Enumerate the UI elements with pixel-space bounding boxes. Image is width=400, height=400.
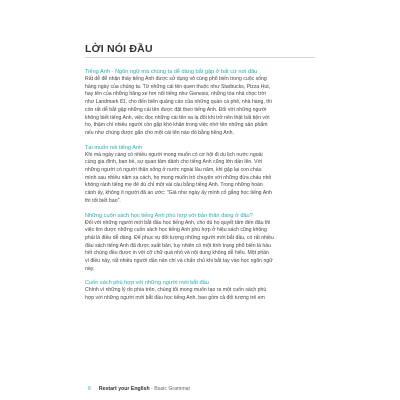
paragraph-line: vì điều này, rất nhiều người dần nản chí và chấn chủ khi bắt tay vào học ngôn ngữ: [85, 258, 273, 265]
paragraph-line: Khi mà ngày càng có nhiều người mong muốn có cơ hội đi du lịch nước ngoài: [85, 151, 263, 158]
paragraph-line: không biết tiếng Anh, việc đọc những cái tên xa lạ đôi khi trở nên thật bất tiện với: [85, 114, 270, 121]
section-heading: Cuốn sách phù hợp với những người mới bắt đầu: [85, 280, 209, 287]
book-subtitle: - Basic Grammar: [149, 386, 191, 392]
section-heading: Tại muốn nói tiếng Anh: [85, 144, 143, 151]
paragraph-line: này.: [85, 265, 95, 272]
paragraph-line: họ, thậm chí nhiều người còn gặp khó khăn trong việc nhớ tên những sản phẩm: [85, 122, 268, 129]
section-heading: Tiếng Anh - Ngôn ngữ mà chúng ta dễ dàng bắt gặp ở bất cứ nơi đâu: [85, 69, 258, 75]
paragraph-line: Chính vì những lý do phía trên, chúng tôi mong muốn tạo ra một cuốn sách phù: [85, 287, 267, 294]
paragraph-line: hay tên của những hãng xe hơi nổi tiếng như Genesis, những tòa nhà chọc trời: [85, 91, 266, 98]
section: [85, 279, 320, 302]
paragraph-line: còn rất dễ bắt gặp những cái tên được đặt theo tiếng Anh. Đối với những người: [85, 106, 267, 113]
section-heading: Những cuốn sách học tiếng Anh phù hợp với bản thân đang ở đâu?: [85, 212, 253, 219]
section: [85, 212, 320, 274]
section: [85, 144, 320, 206]
paragraph-line: những người có người thân sống ở nước ngoài lâu năm, khi gặp lại con cháu: [85, 167, 262, 174]
book-title: Restart your English: [98, 386, 150, 392]
paragraph-line: hết chúng đều được in với cỡ chữ quá nhỏ và nội dung không dễ hiểu. Một phần: [85, 250, 269, 257]
paragraph-line: mình sau nhiều năm xa cách, họ mong muốn trò chuyện với những đứa cháu nhỏ: [85, 174, 272, 181]
section-paragraph: [85, 220, 320, 274]
page-number: 6: [88, 386, 91, 392]
paragraph-line: cùng gia đình, bạn bè, sự quan tâm dành cho tiếng Anh cũng lớn dần lên. Với: [85, 159, 263, 166]
section: [85, 68, 320, 138]
paragraph-line: không rành tiếng mẹ đẻ dù chỉ một vài câu bằng tiếng Anh. Trong những hoàn: [85, 182, 263, 189]
section-paragraph: [85, 287, 320, 302]
paragraph-line: hợp với những người mới bắt đầu học tiếng Anh, bao gồm cả đối tượng trẻ em: [85, 295, 265, 302]
section-paragraph: [85, 152, 320, 206]
paragraph-line: cảnh ấy, không ít người đã ao ước: "Giá như ngày ấy mình cố gắng học tiếng Anh: [85, 190, 272, 197]
paragraph-line: hàng ngày của chúng ta. Từ những cái tên quen thuộc như Starbucks, Pizza Hut,: [85, 83, 271, 90]
paragraph-line: Rất dễ để nhận thấy tiếng Anh được sử dụng vô cùng phổ biến trong cuộc sống: [85, 76, 267, 82]
page-content: [85, 68, 320, 309]
title-divider: [85, 57, 315, 58]
page-title: LỜI NÓI ĐẦU: [85, 43, 153, 55]
paragraph-line: thì tốt biết bao".: [85, 197, 121, 204]
paragraph-line: Đối với những người mới bắt đầu học tiếng Anh, cho dù họ quyết tâm đến đâu thì: [85, 219, 271, 226]
paragraph-line: đầu sách tiếng Anh đã được xuất bản, tuy nhiên có một tình trạng phổ biến là hầu: [85, 242, 272, 249]
paragraph-line: việc tìm được những cuốn sách học tiếng Anh phù hợp ở hiệu sách cũng không: [85, 227, 267, 234]
page-footer: [88, 386, 190, 392]
paragraph-line: phải là điều dễ dàng. Để phục vụ đối tượng những người mới bắt đầu, có rất nhiều: [85, 234, 274, 241]
paragraph-line: nếu như chúng được gắn cho một cái tên nào đó bằng tiếng Anh.: [85, 129, 234, 136]
paragraph-line: như Landmark 81, cho đến biển quảng cáo của những quán cà phê, nhà hàng, thì: [85, 99, 272, 106]
section-paragraph: [85, 76, 320, 138]
